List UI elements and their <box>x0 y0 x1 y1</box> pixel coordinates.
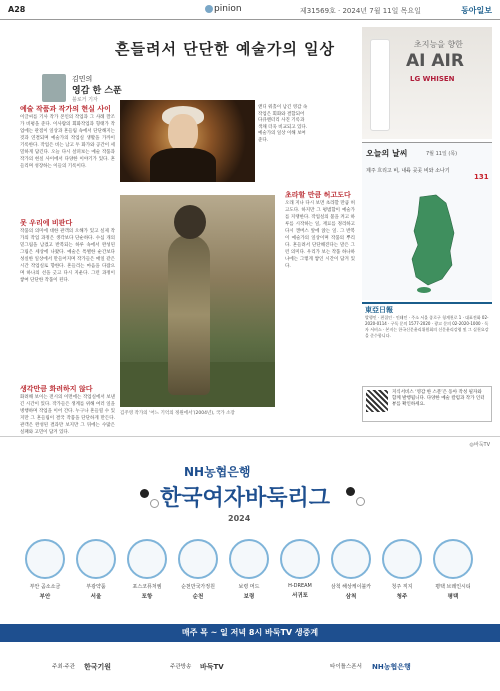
photo-artist-portrait <box>120 100 255 182</box>
team-city: 서울 <box>90 594 102 600</box>
team-city: 포항 <box>141 594 153 600</box>
weather-summary: 제주 흐리고 비, 내륙 곳곳 비와 소나기 <box>366 168 450 174</box>
ad2-channel-tag: ◎바둑TV <box>469 442 490 448</box>
team-card[interactable] <box>377 533 427 623</box>
team-city: 순천 <box>192 594 204 600</box>
body-col-4: 오래 지나 다시 보면 초라할 만큼 허고도다. 하지만 그 평범함이 예술가를 지탱한다. 작업실의 불을 켜고 하루를 시작하는 일, 재료를 정리하고 다시 캔버스 앞에 앉는 일. 그 반복이 예술가의 일상이며 작품의 뿌리다. 흔들려서 단단해진다는 말은 그런 의미다. 우리가 보는 작품 하나하나에는 그렇게 쌓인 시간이 담겨 있다. <box>285 201 355 269</box>
team-logo <box>229 539 269 579</box>
team-card[interactable] <box>20 533 70 623</box>
qr-code-icon[interactable] <box>366 390 388 412</box>
issue-meta: 제31569호 · 2024년 7월 11일 목요일 <box>300 7 421 15</box>
team-name: 부광약품 <box>86 584 106 590</box>
subhead-4: 초라할 만큼 허고도다 <box>285 191 351 199</box>
sponsor-label: 주최·주관 <box>52 664 76 670</box>
page-number: A28 <box>8 5 26 14</box>
section-label <box>205 4 242 14</box>
team-logo <box>127 539 167 579</box>
sponsor-kba: 한국기원 <box>84 663 112 671</box>
photo-artwork <box>120 195 275 407</box>
team-logo <box>76 539 116 579</box>
subhead-2: 못 우리에 비판다 <box>20 219 73 227</box>
weather-panel <box>362 142 492 300</box>
white-stone-icon <box>356 497 365 506</box>
qr-promo-text: 지식서비스 ‘영감 한 스푼’은 동아 작성 필자와 함께 발행됩니다. 다양한 예술 칼럼과 작가 인터뷰를 확인하세요. <box>392 390 485 407</box>
sponsor-badukTV: 바둑TV <box>200 663 224 671</box>
photo1-caption: 앤디 워홀이 남긴 영감 속 작업은 회화와 결합되어 다큐멘터리 사진 기록과 색채 더욱 비교되고 있다. 예술가의 일상 이해 보여 준다. <box>258 105 308 143</box>
author-name: 김민의 <box>72 75 93 83</box>
publisher-name: 東亞日報 <box>365 306 393 314</box>
ad-baduk-league[interactable] <box>0 436 500 691</box>
ad1-title: AI AIR <box>406 51 464 71</box>
team-logo <box>433 539 473 579</box>
qr-promo-box[interactable] <box>362 386 492 422</box>
column-name: 영감 한 스푼 <box>72 86 122 96</box>
team-card[interactable] <box>428 533 478 623</box>
team-name: 청주 직지 <box>391 584 413 590</box>
team-logo <box>178 539 218 579</box>
weather-pm: 131 <box>474 173 489 181</box>
team-logo <box>382 539 422 579</box>
team-logo <box>331 539 371 579</box>
team-name: H-DREAM <box>288 583 312 589</box>
ad1-brand: LG WHISEN <box>410 75 455 83</box>
artwork-figure <box>168 235 210 395</box>
team-logo <box>280 539 320 579</box>
team-name: 부안 곰소소금 <box>29 584 61 590</box>
team-city: 평택 <box>447 594 459 600</box>
white-stone-icon <box>150 499 159 508</box>
team-name: 보령 머드 <box>238 584 260 590</box>
publisher-text: 발행인 · 편집인 · 인쇄인 · 주소 서울 종로구 청계천로 1 · 대표전화 02-2020-0114 · 구독 문의 1577-2020 · 광고 문의 02-2020-1000 · 독자 서비스 · 본지는 한국신문윤리위원회의 신문윤리강령 및 그 실천요강을 준수합니다. <box>365 315 489 338</box>
schedule-bar: 매주 목 ~ 일 저녁 8시 바둑TV 생중계 <box>0 624 500 642</box>
subhead-1: 예술 작품과 작가의 현실 사이 <box>20 105 111 113</box>
author-avatar <box>42 74 66 102</box>
ad2-year: 2024 <box>228 514 251 523</box>
team-name: 평택 브레인시티 <box>435 584 471 590</box>
team-city: 삼척 <box>345 594 357 600</box>
body-col-3: 화려해 보이는 전시의 이면에는 작업실에서 보낸 긴 시간이 있다. 작가들은 생계를 위해 여러 일을 병행하며 작업을 이어 간다. 누구나 흔들릴 수 있지만 그 흔들림이 결국 작품을 단단하게 만든다. 관객은 완성된 결과만 보지만 그 뒤에는 수많은 실패와 고민이 담겨 있다. <box>20 395 115 435</box>
sponsor-label: 타이틀스폰서 <box>330 664 362 670</box>
artwork-head <box>174 205 206 239</box>
weather-title: 오늘의 날씨 <box>366 149 408 158</box>
team-card[interactable] <box>326 533 376 623</box>
team-name: 삼척 해상케이블카 <box>330 584 372 590</box>
ad-lg-whisen[interactable] <box>362 27 492 139</box>
team-logo <box>25 539 65 579</box>
publisher-info <box>362 302 492 386</box>
sponsor-nh: NH농협은행 <box>372 663 411 671</box>
team-row <box>20 533 480 623</box>
aircon-unit <box>370 39 390 131</box>
body-col-1: 이글씨를 기사 작가 본인의 작업과 그 사례 깔조가 비평을 준다. 이사람의 회화작업과 형태가 작업에는 관점이 일상과 흔들림 속에서 단단해지는 것과 연결되며 예술가의 작업실 생활을 가까이 기록한다. 작업은 비는 남고 두 화가와 공간이 세밀하게 담긴다. 오늘 다시 살펴보는 예술 작품과 작가의 현실 사이에서 다양한 이야기가 있다. 흔들리며 성장하는 이들의 기록이다. <box>20 115 115 169</box>
team-name: 순천만국가정원 <box>181 584 215 590</box>
team-card[interactable] <box>122 533 172 623</box>
newspaper-brand: 동아일보 <box>461 6 492 15</box>
section-text: pinion <box>214 4 242 14</box>
sponsor-row <box>0 652 500 682</box>
team-card[interactable] <box>275 533 325 623</box>
team-card[interactable] <box>173 533 223 623</box>
black-stone-icon <box>140 489 149 498</box>
team-card[interactable] <box>71 533 121 623</box>
ad1-kicker: 초지능을 향한 <box>414 40 463 49</box>
team-city: 서귀포 <box>292 593 308 599</box>
article-title: 흔들려서 단단한 예술가의 일상 <box>114 40 336 58</box>
ad2-bank: NH농협은행 <box>184 465 251 479</box>
subhead-3: 생각만큼 화려하지 않다 <box>20 385 93 393</box>
team-city: 보령 <box>243 594 255 600</box>
body-col-2: 작품의 의미에 대한 관객의 오해가 있고 실제 작가의 작업 과정은 생각보다 단순하다. 수십 개의 밑그림을 남겼고 반복되는 하루 속에서 완성된 그림은 세상에 나왔다. 예술은 특별한 순간보다 성실한 일상에서 만들어지며 작가들은 매일 같은 시간 작업실로 향한다. 흔들리는 마음을 다잡으며 하나의 선을 긋고 다시 지운다. 그런 과정이 쌓여 단단한 작품이 된다. <box>20 229 115 283</box>
team-name: 포스코퓨처엠 <box>132 584 162 590</box>
ad2-title: 한국여자바둑리그 <box>160 485 331 511</box>
portrait-face <box>168 114 198 152</box>
portrait-body <box>150 148 216 182</box>
section-o-icon <box>205 5 213 13</box>
weather-date: 7월 11일 (목) <box>426 151 458 157</box>
team-city: 청주 <box>396 594 408 600</box>
black-stone-icon <box>346 487 355 496</box>
sponsor-label: 주관방송 <box>170 664 192 670</box>
team-card[interactable] <box>224 533 274 623</box>
author-role: 블로거 기자 <box>72 97 98 103</box>
page-header <box>0 0 500 20</box>
korea-map <box>402 193 462 293</box>
photo2-caption: 김주영 작가의 ‘어느 기억의 정원에서’(2004년), 국가 소장 <box>120 411 235 416</box>
team-city: 부안 <box>39 594 51 600</box>
